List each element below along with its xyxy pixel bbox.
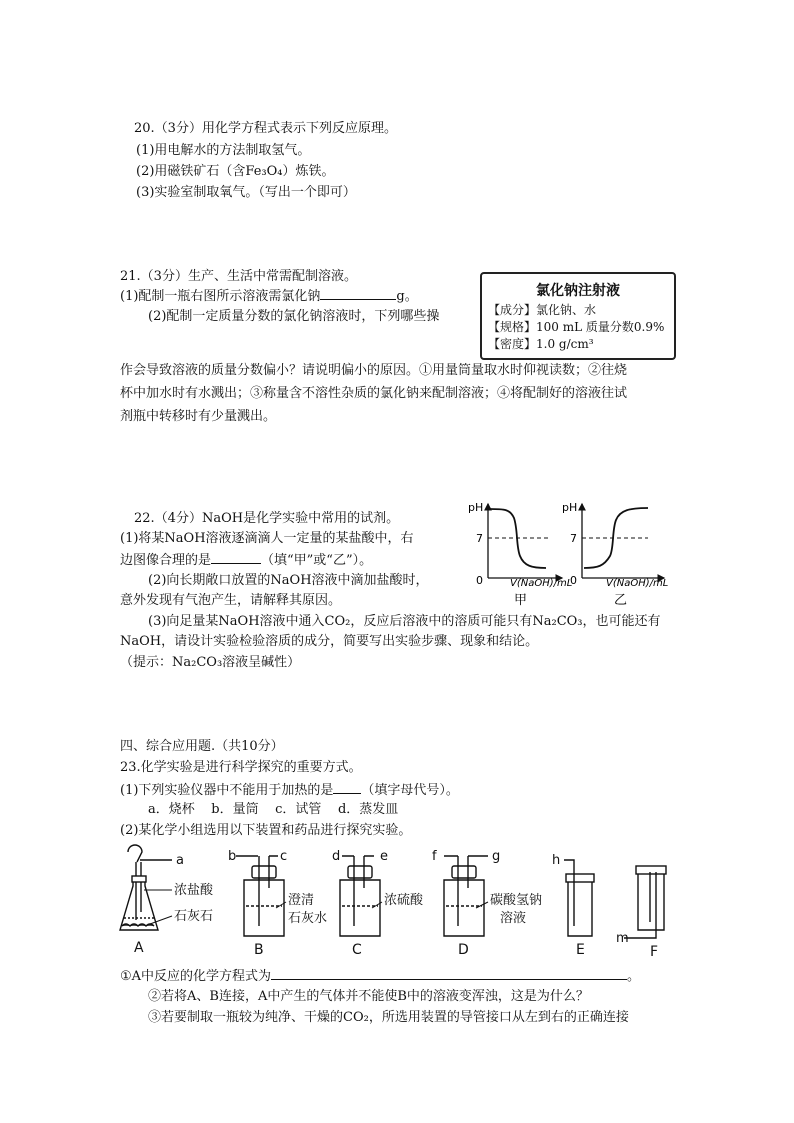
apparatus-label-C: C	[352, 942, 362, 958]
graph-name-yi: 乙	[614, 593, 628, 608]
apparatus-label-E: E	[576, 942, 585, 958]
q20-item3: (3)实验室制取氧气。（写出一个即可）	[136, 185, 356, 200]
q23-item1-end: （填字母代号）。	[361, 783, 459, 798]
q22-item3b: NaOH，请设计实验检验溶质的成分，简要写出实验步骤、现象和结论。	[120, 634, 539, 649]
q23-item2: (2)某化学小组选用以下装置和药品进行探究实验。	[120, 823, 412, 838]
q21-cont1: 作会导致溶液的质量分数偏小？请说明偏小的原因。①用量筒量取水时仰视读数；②往烧	[120, 363, 628, 378]
q21-item1-text: (1)配制一瓶右图所示溶液需氯化钠	[120, 289, 321, 304]
q22-item1b-text: 边图像合理的是	[120, 553, 212, 568]
apparatus-F	[624, 866, 666, 938]
apparatus-label-D: D	[458, 942, 469, 958]
q21-title: 21.（3分）生产、生活中常需配制溶液。	[120, 269, 357, 284]
port-m: m	[616, 931, 629, 946]
saline-label-ingredients: 【成分】氯化钠、水	[488, 303, 597, 317]
saline-label-density: 【密度】1.0 g/cm³	[488, 337, 594, 351]
graph-origin: 0	[570, 574, 577, 587]
apparatus-D	[444, 856, 488, 936]
apparatus-label-B: B	[254, 942, 264, 958]
q23-sub3: ③若要制取一瓶较为纯净、干燥的CO₂，所选用装置的导管接口从左到右的正确连接	[148, 1010, 629, 1025]
graph-name-jia: 甲	[514, 593, 528, 608]
q23-sub1-text: ①A中反应的化学方程式为	[120, 969, 272, 984]
q23-sub2: ②若将A、B连接，A中产生的气体并不能使B中的溶液变浑浊，这是为什么？	[148, 989, 589, 1004]
q23-sub1-end: 。	[627, 969, 641, 984]
apparatus-label-A: A	[134, 940, 144, 956]
q21-cont2: 杯中加水时有水溅出；③称量含不溶性杂质的氯化钠来配制溶液；④将配制好的溶液往试	[120, 386, 628, 401]
q22-item1a: (1)将某NaOH溶液逐滴滴人一定量的某盐酸中，右	[120, 531, 414, 546]
graph-xlabel: V(NaOH)/mL	[510, 578, 573, 589]
answer-blank[interactable]	[320, 286, 396, 300]
graph-mark-7: 7	[570, 532, 577, 545]
q23-sub1	[120, 966, 640, 986]
reagent-h2so4: 浓硫酸	[384, 893, 424, 908]
port-h: h	[552, 853, 561, 868]
reagent-nahco3-1: 碳酸氢钠	[490, 893, 543, 908]
q20-item2: (2)用磁铁矿石（含Fe₃O₄）炼铁。	[136, 164, 335, 179]
answer-blank[interactable]	[271, 966, 627, 980]
q20-item1: (1)用电解水的方法制取氢气。	[136, 143, 311, 158]
ph-graphs	[462, 494, 674, 610]
reagent-limestone: 石灰石	[174, 909, 214, 924]
q23-title: 23.化学实验是进行科学探究的重要方式。	[120, 760, 362, 775]
q22-item1b	[120, 550, 372, 570]
q22-item1b-end: （填“甲”或“乙”）。	[261, 553, 373, 568]
port-f: f	[432, 849, 437, 864]
graph-jia	[468, 501, 572, 608]
section4-title: 四、综合应用题.（共10分）	[120, 739, 284, 754]
saline-label-box	[480, 272, 676, 360]
apparatus-B	[236, 856, 284, 936]
answer-blank[interactable]	[333, 780, 361, 794]
q21-item2: (2)配制一定质量分数的氯化钠溶液时，下列哪些操	[148, 309, 440, 324]
graph-xlabel: V(NaOH)/mL	[606, 578, 669, 589]
q22-item2a: (2)向长期敞口放置的NaOH溶液中滴加盐酸时，	[148, 573, 429, 588]
q23-options: a．烧杯 b．量筒 c．试管 d．蒸发皿	[148, 802, 399, 817]
answer-blank[interactable]	[211, 550, 261, 564]
reagent-limewater-2: 石灰水	[288, 911, 328, 926]
reagent-hcl: 浓盐酸	[174, 883, 214, 898]
q22-item2b: 意外发现有气泡产生，请解释其原因。	[120, 593, 342, 608]
port-e: e	[380, 849, 388, 864]
saline-label-title: 氯化钠注射液	[536, 283, 620, 299]
graph-mark-7: 7	[476, 532, 483, 545]
graph-origin: 0	[476, 574, 483, 587]
q21-item1	[120, 286, 418, 306]
apparatus-E	[564, 860, 594, 936]
apparatus-A	[120, 845, 172, 930]
q20-title: 20.（3分）用化学方程式表示下列反应原理。	[134, 121, 397, 136]
q22-hint: （提示：Na₂CO₃溶液呈碱性）	[120, 655, 301, 670]
apparatus-label-F: F	[650, 944, 659, 960]
apparatus-diagram	[116, 842, 676, 964]
graph-ylabel: pH	[562, 501, 578, 514]
q22-item3a: (3)向足量某NaOH溶液中通入CO₂，反应后溶液中的溶质可能只有Na₂CO₃，也可能还有	[148, 614, 661, 629]
q23-item1	[120, 780, 459, 800]
saline-label-spec: 【规格】100 mL 质量分数0.9%	[488, 320, 665, 334]
reagent-limewater-1: 澄清	[288, 893, 315, 908]
port-b: b	[228, 849, 237, 864]
reagent-nahco3-2: 溶液	[500, 911, 527, 926]
port-d: d	[332, 849, 341, 864]
apparatus-C	[340, 856, 380, 936]
q23-item1-text: (1)下列实验仪器中不能用于加热的是	[120, 783, 334, 798]
port-c: c	[280, 849, 288, 864]
graph-ylabel: pH	[468, 501, 484, 514]
q21-item1-unit: g。	[396, 289, 418, 304]
q21-cont3: 剂瓶中转移时有少量溅出。	[120, 409, 277, 424]
port-g: g	[492, 849, 501, 864]
q22-title: 22.（4分）NaOH是化学实验中常用的试剂。	[134, 511, 400, 526]
graph-yi	[562, 501, 668, 608]
port-a: a	[176, 853, 184, 868]
